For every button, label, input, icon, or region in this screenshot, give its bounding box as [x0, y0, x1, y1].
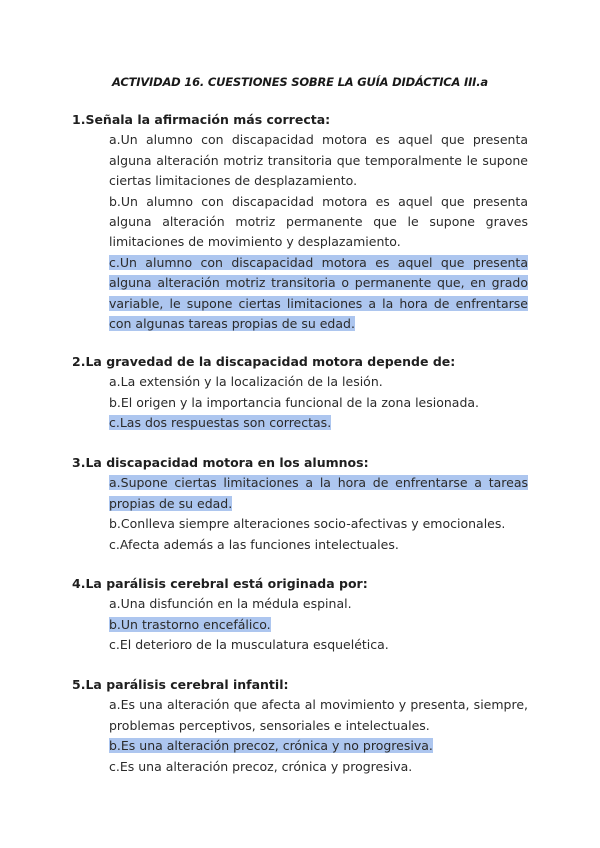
question-text: 2.La gravedad de la discapacidad motora depende de:: [72, 354, 456, 369]
option-b: b.Un alumno con discapacidad motora es aquel que presenta alguna alteración motriz permanente que le supone graves limitaciones de movimiento y desplazamiento.: [109, 193, 528, 250]
option-b-highlighted: b.Un trastorno encefálico.: [109, 616, 271, 632]
option-a: a.Un alumno con discapacidad motora es aquel que presenta alguna alteración motriz transitoria que temporalmente le supone ciertas limitaciones de desplazamiento.: [109, 132, 528, 189]
option-a: a.La extensión y la localización de la lesión.: [109, 374, 383, 390]
option-c: c.El deterioro de la musculatura esquelética.: [109, 637, 389, 653]
question-text: 3.La discapacidad motora en los alumnos:: [72, 455, 369, 470]
option-b: b.Conlleva siempre alteraciones socio-afectivas y emocionales.: [109, 516, 506, 532]
question-2: [72, 352, 532, 434]
option-c: c.Es una alteración precoz, crónica y progresiva.: [109, 758, 413, 774]
question-text: 5.La parálisis cerebral infantil:: [72, 677, 289, 692]
question-3: [72, 453, 532, 555]
question-text: 4.La parálisis cerebral está originada por:: [72, 576, 368, 591]
option-b-highlighted: b.Es una alteración precoz, crónica y no progresiva.: [109, 738, 433, 754]
question-text: 1.Señala la afirmación más correcta:: [72, 112, 331, 127]
option-b: b.El origen y la importancia funcional de la zona lesionada.: [109, 394, 480, 410]
option-c: c.Afecta además a las funciones intelectuales.: [109, 536, 399, 552]
option-c-highlighted: c.Las dos respuestas son correctas.: [109, 415, 332, 431]
question-4: [72, 574, 532, 656]
question-5: [72, 675, 532, 777]
option-c-highlighted: c.Un alumno con discapacidad motora es aquel que presenta alguna alteración motriz transitoria o permanente que, en grado variable, le supone ciertas limitaciones a la hora de enfrentarse con algunas tareas propias de su edad.: [109, 254, 528, 332]
option-a: a.Es una alteración que afecta al movimiento y presenta, siempre, problemas perceptivos, sensoriales e intelectuales.: [109, 697, 528, 733]
option-a-highlighted: a.Supone ciertas limitaciones a la hora de enfrentarse a tareas propias de su edad.: [109, 475, 528, 511]
question-1: [72, 110, 532, 334]
option-a: a.Una disfunción en la médula espinal.: [109, 596, 352, 612]
document-title: ACTIVIDAD 16. CUESTIONES SOBRE LA GUÍA DIDÁCTICA III.a: [112, 75, 488, 89]
